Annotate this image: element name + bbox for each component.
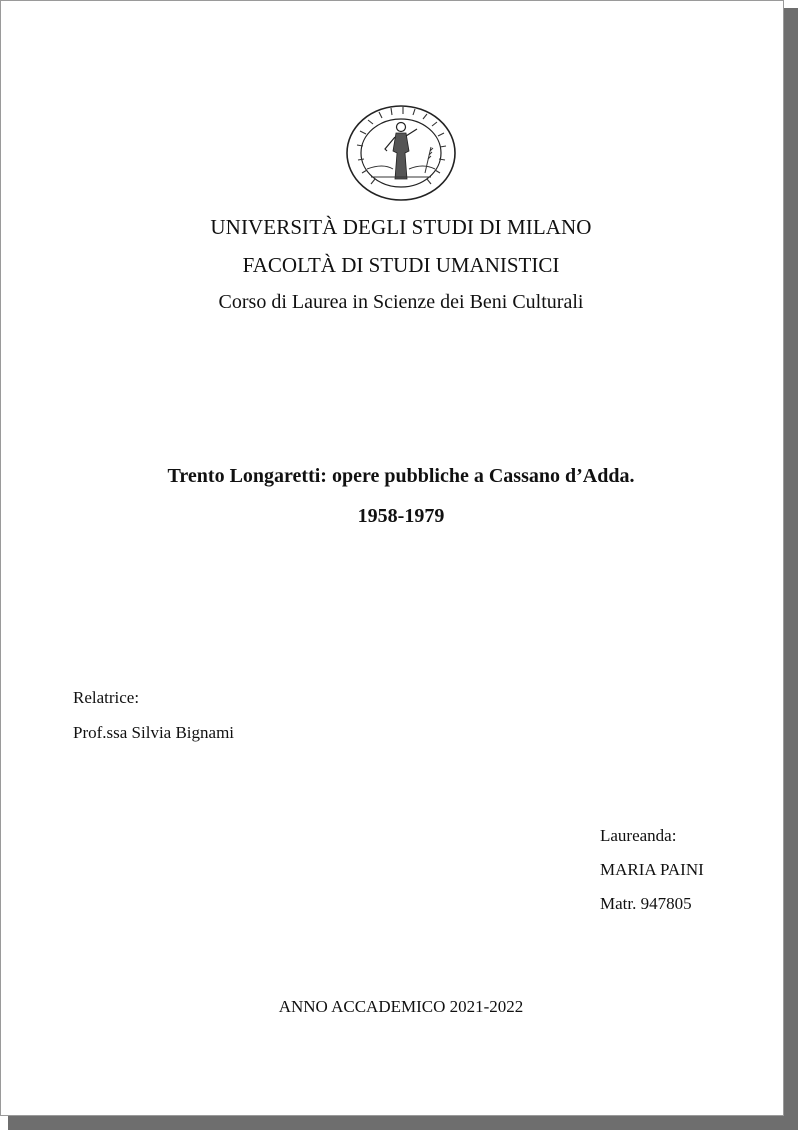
university-seal-icon: [343, 103, 459, 203]
university-name: UNIVERSITÀ DEGLI STUDI DI MILANO: [210, 215, 592, 239]
supervisor-name: Prof.ssa Silvia Bignami: [73, 723, 235, 742]
supervisor-label: Relatrice:: [73, 688, 140, 707]
faculty-name: FACOLTÀ DI STUDI UMANISTICI: [242, 253, 560, 277]
academic-year: ANNO ACCADEMICO 2021-2022: [278, 997, 524, 1016]
course-name: Corso di Laurea in Scienze dei Beni Culturali: [218, 291, 584, 313]
candidate-matriculation: Matr. 947805: [600, 894, 692, 913]
thesis-title: Trento Longaretti: opere pubbliche a Cassano d’Adda.: [167, 465, 635, 487]
candidate-name: MARIA PAINI: [600, 860, 704, 879]
candidate-label: Laureanda:: [600, 826, 677, 845]
thesis-years: 1958-1979: [357, 505, 445, 527]
